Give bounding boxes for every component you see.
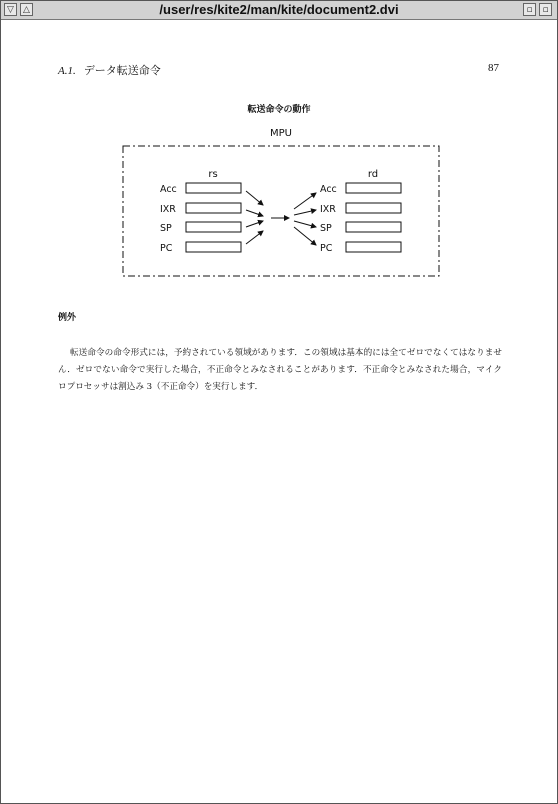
figure-caption: 転送命令の動作 [247, 105, 311, 115]
arrow-in [246, 221, 263, 227]
arrow-out [294, 227, 316, 245]
running-header [58, 62, 161, 78]
arrow-out [294, 193, 316, 209]
arrow-in [246, 231, 263, 244]
rd-register-box [346, 183, 401, 193]
mpu-label: MPU [270, 128, 292, 139]
rs-register-label: Acc [160, 184, 177, 195]
window-title: /user/res/kite2/man/kite/document2.dvi [159, 2, 399, 17]
arrow-out [294, 210, 316, 215]
rs-register-box [186, 222, 241, 232]
rd-register-box [346, 222, 401, 232]
maximize-button[interactable]: ▫ [539, 3, 552, 16]
title-bar[interactable] [1, 1, 557, 20]
rs-register-box [186, 203, 241, 213]
transfer-diagram [121, 126, 441, 280]
section-title: データ転送命令 [83, 65, 161, 77]
rs-register-box [186, 242, 241, 252]
window-menu-button[interactable]: ▽ [4, 3, 17, 16]
rd-register-box [346, 203, 401, 213]
rd-register-label: IXR [320, 204, 336, 215]
rs-register-label: IXR [160, 204, 176, 215]
rs-register-box [186, 183, 241, 193]
rd-register-box [346, 242, 401, 252]
arrow-in [246, 191, 263, 205]
rs-label: rs [208, 169, 218, 180]
minimize-button[interactable]: ▫ [523, 3, 536, 16]
arrow-in [246, 210, 263, 216]
exception-heading: 例外 [58, 313, 77, 323]
rs-register-label: SP [160, 223, 172, 234]
rd-label: rd [367, 169, 379, 180]
section-number: A.1. [58, 65, 76, 77]
arrow-out [294, 221, 316, 227]
rd-register-label: PC [320, 243, 333, 254]
page-number: 87 [488, 62, 499, 74]
document-page[interactable] [2, 20, 556, 802]
rd-register-label: SP [320, 223, 332, 234]
rs-register-label: PC [160, 243, 173, 254]
rd-register-label: Acc [320, 184, 337, 195]
exception-paragraph: 転送命令の命令形式には，予約されている領域があります．この領域は基本的には全てゼロでなくてはなりません．ゼロでない命令で実行した場合，不正命令とみなされることがあります．不正命令とみなされた場合，マイクロプロセッサは割込み 3（不正命令）を実行します． [58, 348, 502, 392]
scroll-up-button[interactable]: △ [20, 3, 33, 16]
